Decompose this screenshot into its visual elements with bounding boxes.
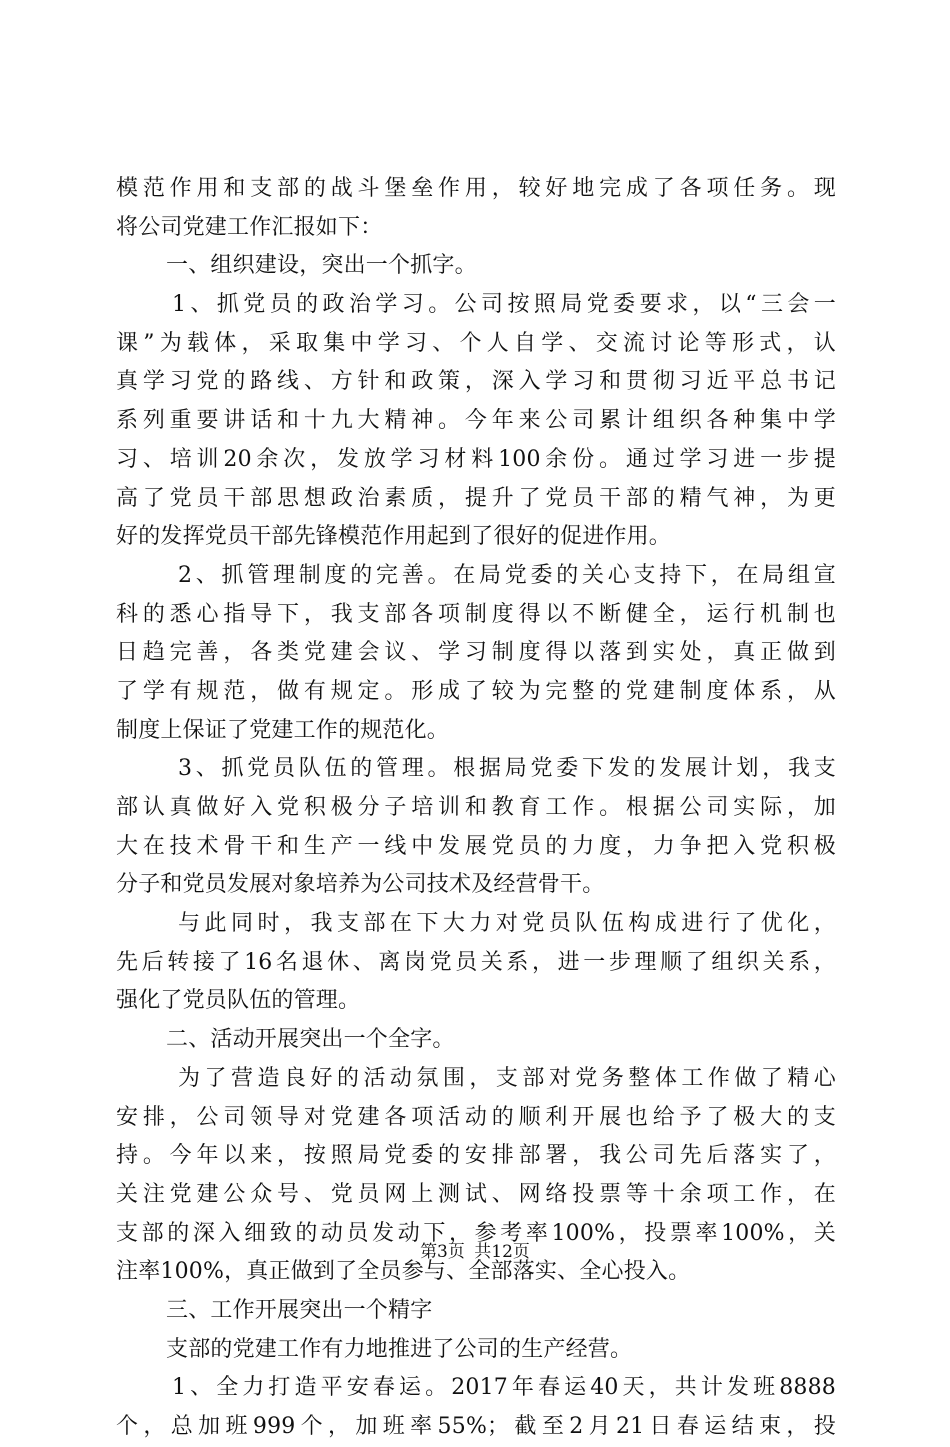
section-heading: 一、组织建设，突出一个抓字。 xyxy=(166,253,477,279)
text-line: 系列重要讲话和十九大精神。今年来公司累计组织各种集中学 xyxy=(116,408,836,434)
text-line: 大在技术骨干和生产一线中发展党员的力度，力争把入党积极 xyxy=(116,833,836,859)
page-number: 第3页 xyxy=(420,1242,465,1262)
text-line: 科的悉心指导下，我支部各项制度得以不断健全，运行机制也 xyxy=(116,601,836,627)
text-line: 个，总加班999个，加班率55%；截至2月21日春运结束，投 xyxy=(116,1414,836,1439)
text-line: 部认真做好入党积极分子培训和教育工作。根据公司实际，加 xyxy=(116,795,836,820)
text-line: 持。今年以来，按照局党委的安排部署，我公司先后落实了， xyxy=(116,1143,836,1169)
text-line: 真学习党的路线、方针和政策，深入学习和贯彻习近平总书记 xyxy=(116,369,836,395)
text-line: 将公司党建工作汇报如下： xyxy=(116,214,383,240)
text-line: 课”为载体，采取集中学习、个人自学、交流讨论等形式，认 xyxy=(116,330,836,356)
text-line: 注率100%，真正做到了全员参与、全部落实、全心投入。 xyxy=(116,1259,691,1285)
section-heading: 三、工作开展突出一个精字 xyxy=(166,1297,433,1323)
text-line: 强化了党员队伍的管理。 xyxy=(116,988,361,1014)
text-line: 关注党建公众号、党员网上测试、网络投票等十余项工作，在 xyxy=(116,1181,836,1207)
text-line: 支部的深入细致的动员发动下，参考率100%，投票率100%，关 xyxy=(116,1220,836,1246)
text-line: 习、培训20余次，发放学习材料100余份。通过学习进一步提 xyxy=(116,446,836,472)
text-line: 日趋完善，各类党建会议、学习制度得以落到实处，真正做到 xyxy=(116,640,836,666)
text-line: 模范作用和支部的战斗堡垒作用，较好地完成了各项任务。现 xyxy=(116,176,836,201)
text-line: 为了营造良好的活动氛围，支部对党务整体工作做了精心 xyxy=(178,1065,836,1091)
text-line: 与此同时，我支部在下大力对党员队伍构成进行了优化， xyxy=(178,911,836,937)
page-total: 共12页 xyxy=(474,1242,530,1262)
text-line: 高了党员干部思想政治素质，提升了党员干部的精气神，为更 xyxy=(116,485,836,511)
text-line: 1、抓党员的政治学习。公司按照局党委要求，以“三会一 xyxy=(172,292,836,318)
section-heading: 二、活动开展突出一个全字。 xyxy=(166,1027,455,1053)
text-line: 支部的党建工作有力地推进了公司的生产经营。 xyxy=(166,1336,633,1362)
text-line: 好的发挥党员干部先锋模范作用起到了很好的促进作用。 xyxy=(116,524,672,550)
text-line: 制度上保证了党建工作的规范化。 xyxy=(116,717,450,743)
text-line: 2、抓管理制度的完善。在局党委的关心支持下，在局组宣 xyxy=(178,562,836,588)
text-line: 分子和党员发展对象培养为公司技术及经营骨干。 xyxy=(116,872,605,898)
page-footer xyxy=(0,1240,950,1264)
text-line: 3、抓党员队伍的管理。根据局党委下发的发展计划，我支 xyxy=(178,756,836,782)
text-line: 了学有规范，做有规定。形成了较为完整的党建制度体系，从 xyxy=(116,678,836,704)
text-line: 1、全力打造平安春运。2017年春运40天，共计发班8888 xyxy=(172,1375,836,1401)
text-line: 先后转接了16名退休、离岗党员关系，进一步理顺了组织关系， xyxy=(116,949,836,975)
text-line: 安排，公司领导对党建各项活动的顺利开展也给予了极大的支 xyxy=(116,1104,836,1130)
